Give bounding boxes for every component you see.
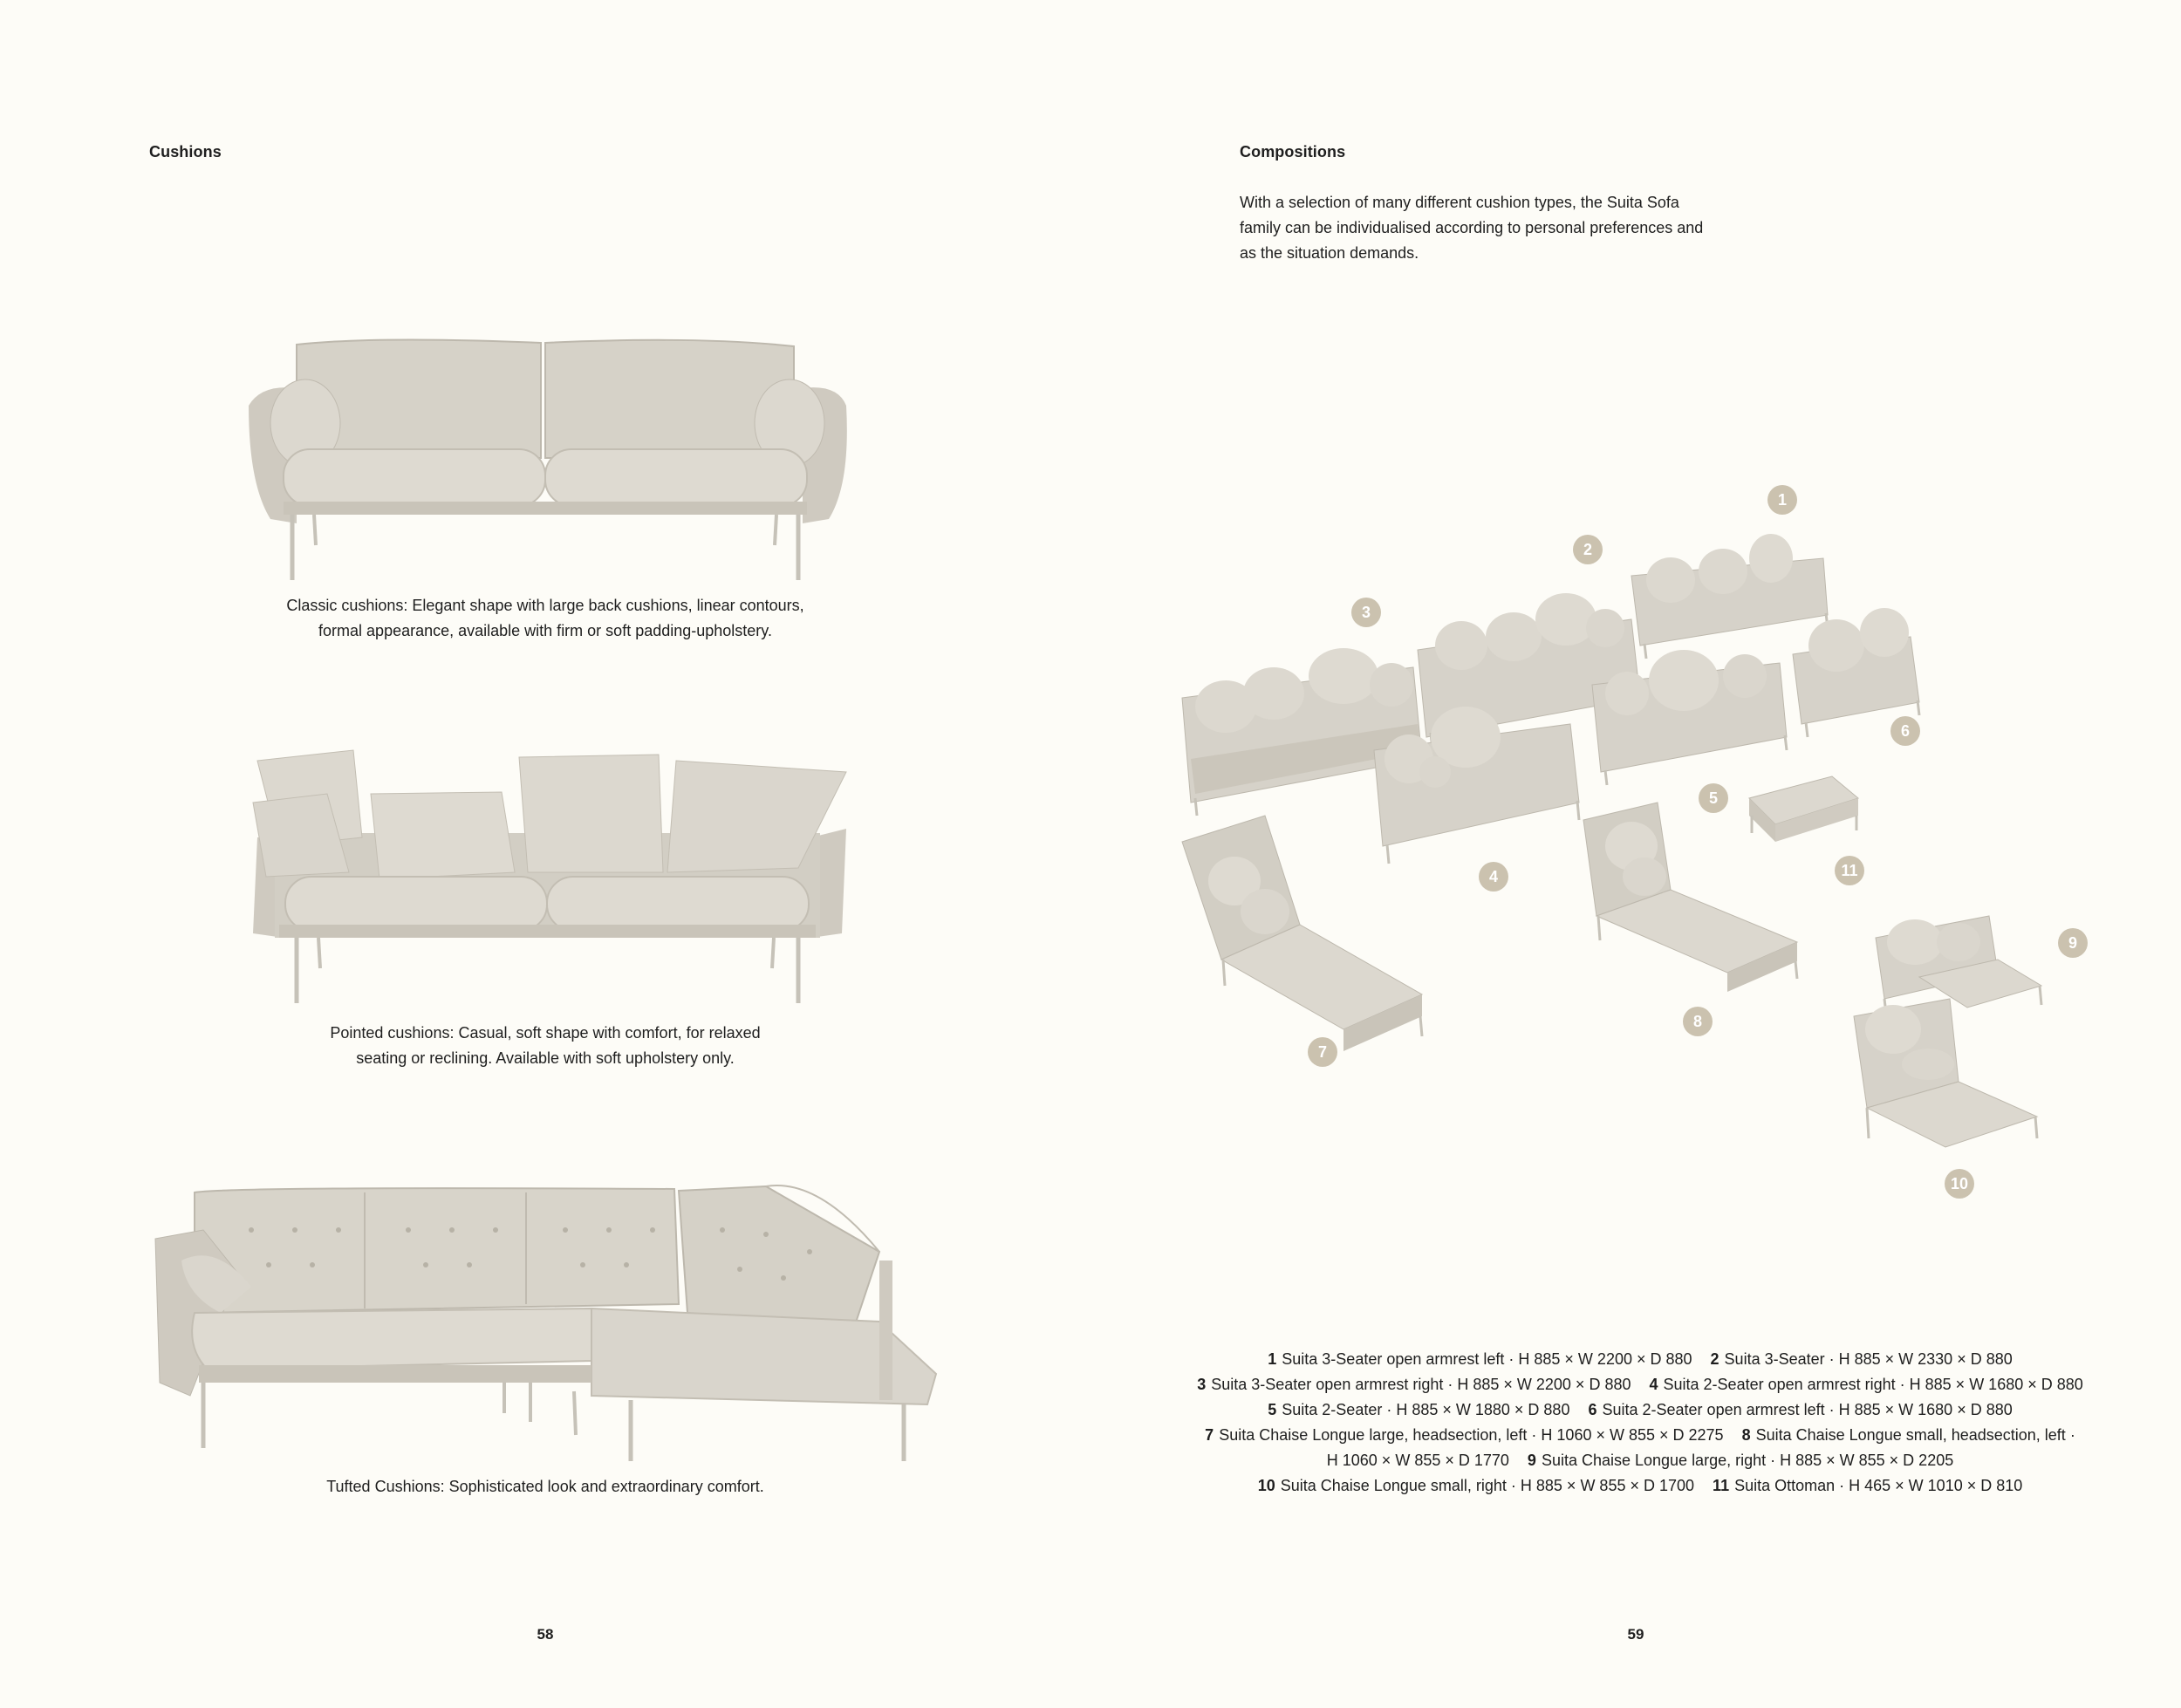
spec-item: 11 Suita Ottoman · H 465 × W 1010 × D 810 [1713, 1477, 2023, 1494]
spec-line [1160, 1448, 2120, 1473]
intro-line-1: With a selection of many different cushion types, the Suita Sofa [1240, 194, 1679, 211]
spec-item: 3 Suita 3-Seater open armrest right · H 885 × W 2200 × D 880 [1197, 1376, 1631, 1393]
intro-line-2: family can be individualised according to personal preferences and [1240, 219, 1704, 236]
svg-text:10: 10 [1950, 1175, 1969, 1192]
svg-text:2: 2 [1583, 541, 1593, 558]
svg-text:1: 1 [1777, 491, 1788, 509]
caption-pointed-line-1: Pointed cushions: Casual, soft shape with comfort, for relaxed [330, 1024, 761, 1042]
composition-10-chaise [1854, 999, 2037, 1147]
caption-classic [227, 593, 864, 644]
spec-line [1160, 1347, 2120, 1372]
pointed-cushion-sofa-image [240, 750, 859, 1012]
badge-8 [1683, 1007, 1713, 1036]
spec-line [1160, 1397, 2120, 1423]
composition-specs [1160, 1347, 2120, 1499]
caption-classic-line-2: formal appearance, available with firm or soft padding-upholstery. [318, 622, 772, 639]
spec-item: 6 Suita 2-Seater open armrest left · H 885 × W 1680 × D 880 [1588, 1401, 2013, 1418]
badge-9 [2058, 928, 2088, 958]
spec-line [1160, 1473, 2120, 1499]
svg-text:8: 8 [1692, 1013, 1703, 1030]
caption-classic-line-1: Classic cushions: Elegant shape with large back cushions, linear contours, [286, 597, 804, 614]
composition-1-sofa [1631, 534, 1828, 659]
svg-text:11: 11 [1841, 862, 1858, 879]
svg-text:5: 5 [1708, 789, 1719, 807]
spec-item: 5 Suita 2-Seater · H 885 × W 1880 × D 880 [1268, 1401, 1570, 1418]
spec-item: 1 Suita 3-Seater open armrest left · H 885 × W 2200 × D 880 [1268, 1350, 1692, 1368]
spec-line [1160, 1372, 2120, 1397]
spec-item: 4 Suita 2-Seater open armrest right · H 885 × W 1680 × D 880 [1649, 1376, 2083, 1393]
left-page [0, 0, 1090, 1708]
section-title-cushions: Cushions [149, 143, 222, 161]
badge-11 [1835, 856, 1864, 885]
badge-7 [1308, 1037, 1337, 1067]
page-number-left: 58 [537, 1626, 554, 1643]
composition-9-chaise [1876, 916, 2041, 1014]
spec-line [1160, 1423, 2120, 1448]
badge-5 [1699, 783, 1728, 813]
spec-item: 8 Suita Chaise Longue small, headsection, left · [1741, 1426, 2075, 1444]
badge-6 [1890, 716, 1920, 746]
badge-4 [1479, 862, 1508, 892]
compositions-intro [1240, 190, 1728, 266]
svg-text:3: 3 [1361, 604, 1371, 621]
tufted-corner-sofa-image [155, 1182, 936, 1461]
spec-item: 9 Suita Chaise Longue large, right · H 885 × W 855 × D 2205 [1527, 1452, 1954, 1469]
caption-tufted [227, 1474, 864, 1500]
svg-text:7: 7 [1317, 1043, 1328, 1061]
intro-line-3: as the situation demands. [1240, 244, 1419, 262]
spec-item: H 1060 × W 855 × D 1770 [1326, 1452, 1509, 1469]
spec-item: 7 Suita Chaise Longue large, headsection, left · H 1060 × W 855 × D 2275 [1205, 1426, 1724, 1444]
badge-3 [1351, 598, 1381, 627]
section-title-compositions: Compositions [1240, 143, 1346, 161]
page-number-right: 59 [1627, 1626, 1644, 1643]
badge-1 [1767, 485, 1797, 515]
spec-item: 10 Suita Chaise Longue small, right · H 885 × W 855 × D 1700 [1257, 1477, 1695, 1494]
spec-item: 2 Suita 3-Seater · H 885 × W 2330 × D 880 [1710, 1350, 2013, 1368]
svg-text:9: 9 [2068, 934, 2078, 952]
badge-10 [1945, 1169, 1974, 1199]
composition-11-ottoman [1749, 776, 1858, 842]
composition-7-chaise [1182, 816, 1422, 1051]
caption-pointed [227, 1021, 864, 1071]
badge-2 [1573, 535, 1603, 564]
caption-pointed-line-2: seating or reclining. Available with soft upholstery only. [356, 1049, 735, 1067]
classic-cushion-sofa-image [244, 336, 855, 589]
caption-tufted-line-1: Tufted Cushions: Sophisticated look and extraordinary comfort. [326, 1478, 764, 1495]
svg-text:6: 6 [1900, 722, 1911, 740]
svg-text:4: 4 [1488, 868, 1499, 885]
compositions-illustration [1169, 471, 2078, 1221]
